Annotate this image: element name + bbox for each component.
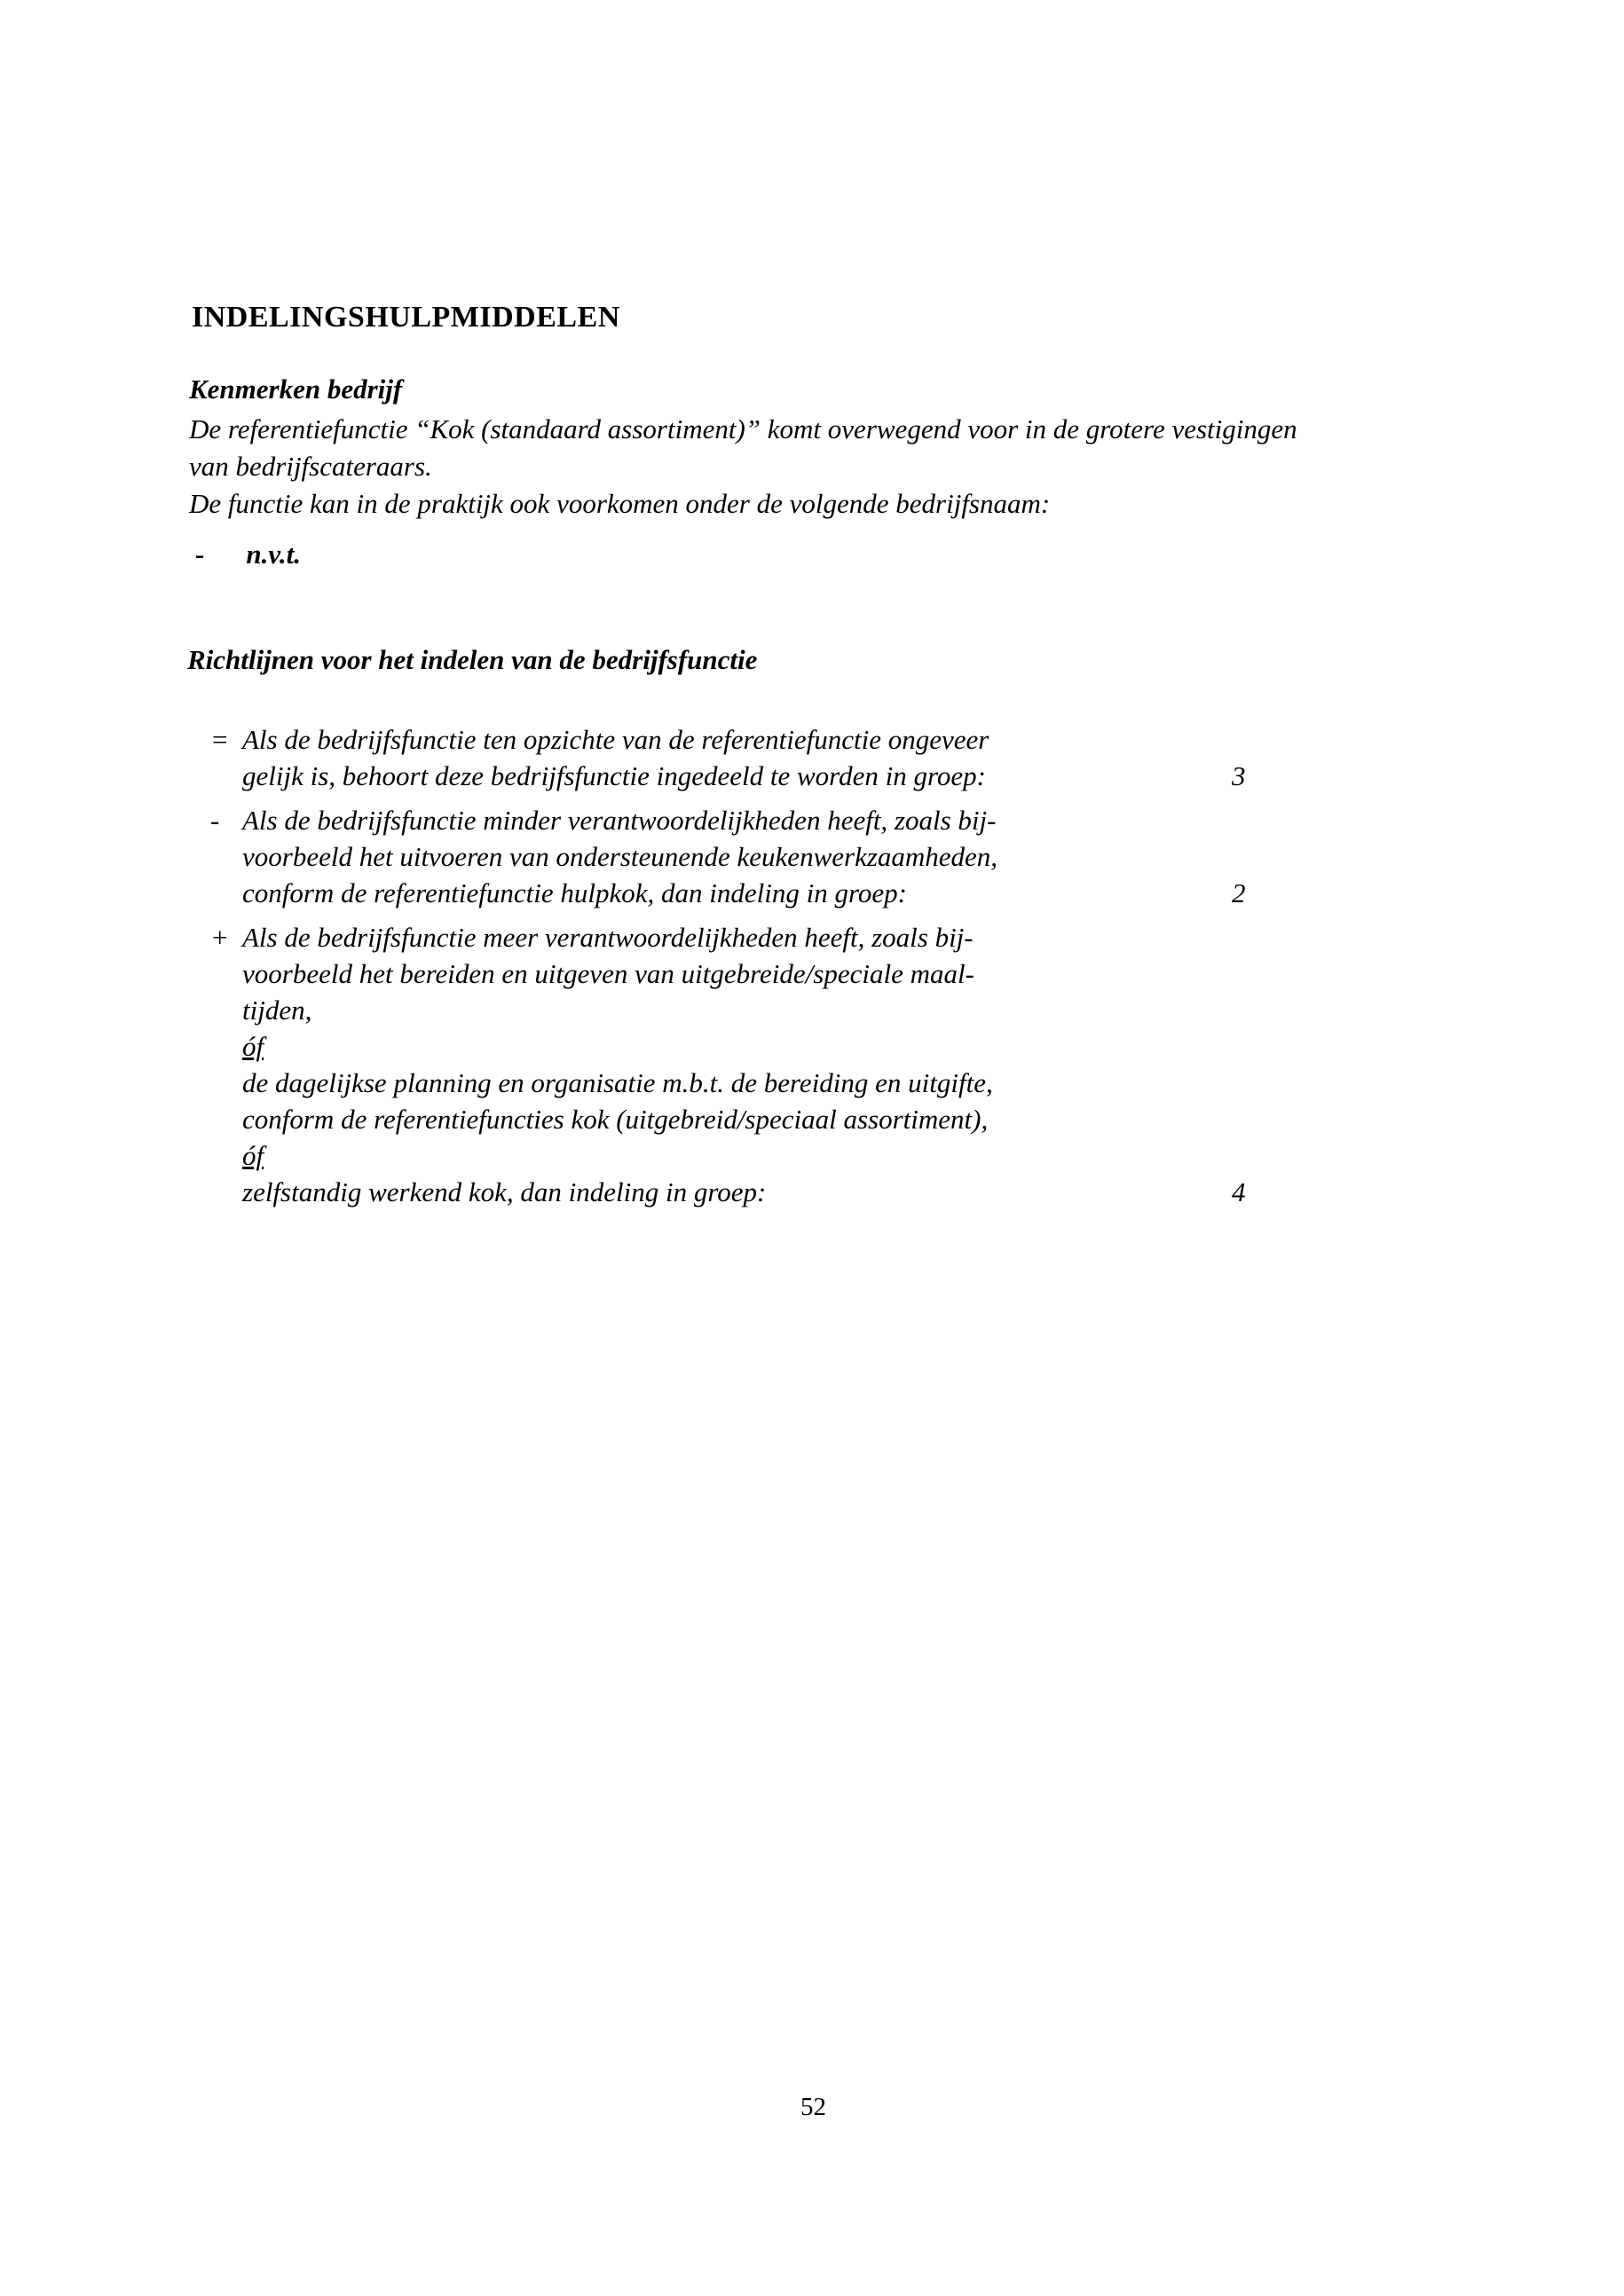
kenmerken-paragraph <box>189 411 1449 523</box>
item-line: voorbeeld het uitvoeren van ondersteunende keukenwerkzaamheden, <box>242 841 998 872</box>
list-item-minus <box>210 802 1470 911</box>
paragraph-line: De referentiefunctie “Kok (standaard assortiment)” komt overwegend voor in de grotere vestigingen <box>189 413 1297 444</box>
item-line: de dagelijkse planning en organisatie m.b.t. de bereiding en uitgifte, <box>242 1067 993 1098</box>
page-title: INDELINGSHULPMIDDELEN <box>192 301 620 334</box>
item-line: Als de bedrijfsfunctie meer verantwoordelijkheden heeft, zoals bij- <box>242 922 974 953</box>
list-item-plus <box>210 919 1470 1210</box>
item-line: voorbeeld het bereiden en uitgeven van uitgebreide/speciale maal- <box>242 958 974 989</box>
list-item-equal <box>210 721 1470 794</box>
equals-bullet: = <box>210 724 229 755</box>
item-line: zelfstandig werkend kok, dan indeling in groep: <box>242 1176 767 1207</box>
item-line: gelijk is, behoort deze bedrijfsfunctie ingedeeld te worden in groep: <box>242 760 986 791</box>
richtlijnen-list <box>210 721 1470 1210</box>
dash-bullet: - <box>195 539 205 570</box>
item-line: conform de referentiefuncties kok (uitgebreid/speciaal assortiment), <box>242 1104 989 1135</box>
item-line: tijden, <box>242 995 312 1026</box>
group-number: 3 <box>1232 760 1246 791</box>
group-number: 2 <box>1232 877 1246 908</box>
kenmerken-heading: Kenmerken bedrijf <box>189 373 403 405</box>
page-number: 52 <box>800 2093 826 2121</box>
item-line: conform de referentiefunctie hulpkok, dan indeling in groep: <box>242 877 907 908</box>
item-line: Als de bedrijfsfunctie minder verantwoordelijkheden heeft, zoals bij- <box>242 805 997 836</box>
item-line-of: óf <box>242 1031 264 1062</box>
item-line-of: óf <box>242 1140 264 1171</box>
company-name-value: n.v.t. <box>246 539 302 570</box>
group-number: 4 <box>1232 1176 1246 1207</box>
item-line: Als de bedrijfsfunctie ten opzichte van de referentiefunctie ongeveer <box>242 724 989 755</box>
richtlijnen-heading: Richtlijnen voor het indelen van de bedrijfsfunctie <box>187 644 758 675</box>
paragraph-line: van bedrijfscateraars. <box>189 451 432 482</box>
plus-bullet: + <box>210 922 229 953</box>
paragraph-line: De functie kan in de praktijk ook voorkomen onder de volgende bedrijfsnaam: <box>189 488 1051 519</box>
company-name-item <box>195 536 301 572</box>
minus-bullet: - <box>210 805 220 836</box>
